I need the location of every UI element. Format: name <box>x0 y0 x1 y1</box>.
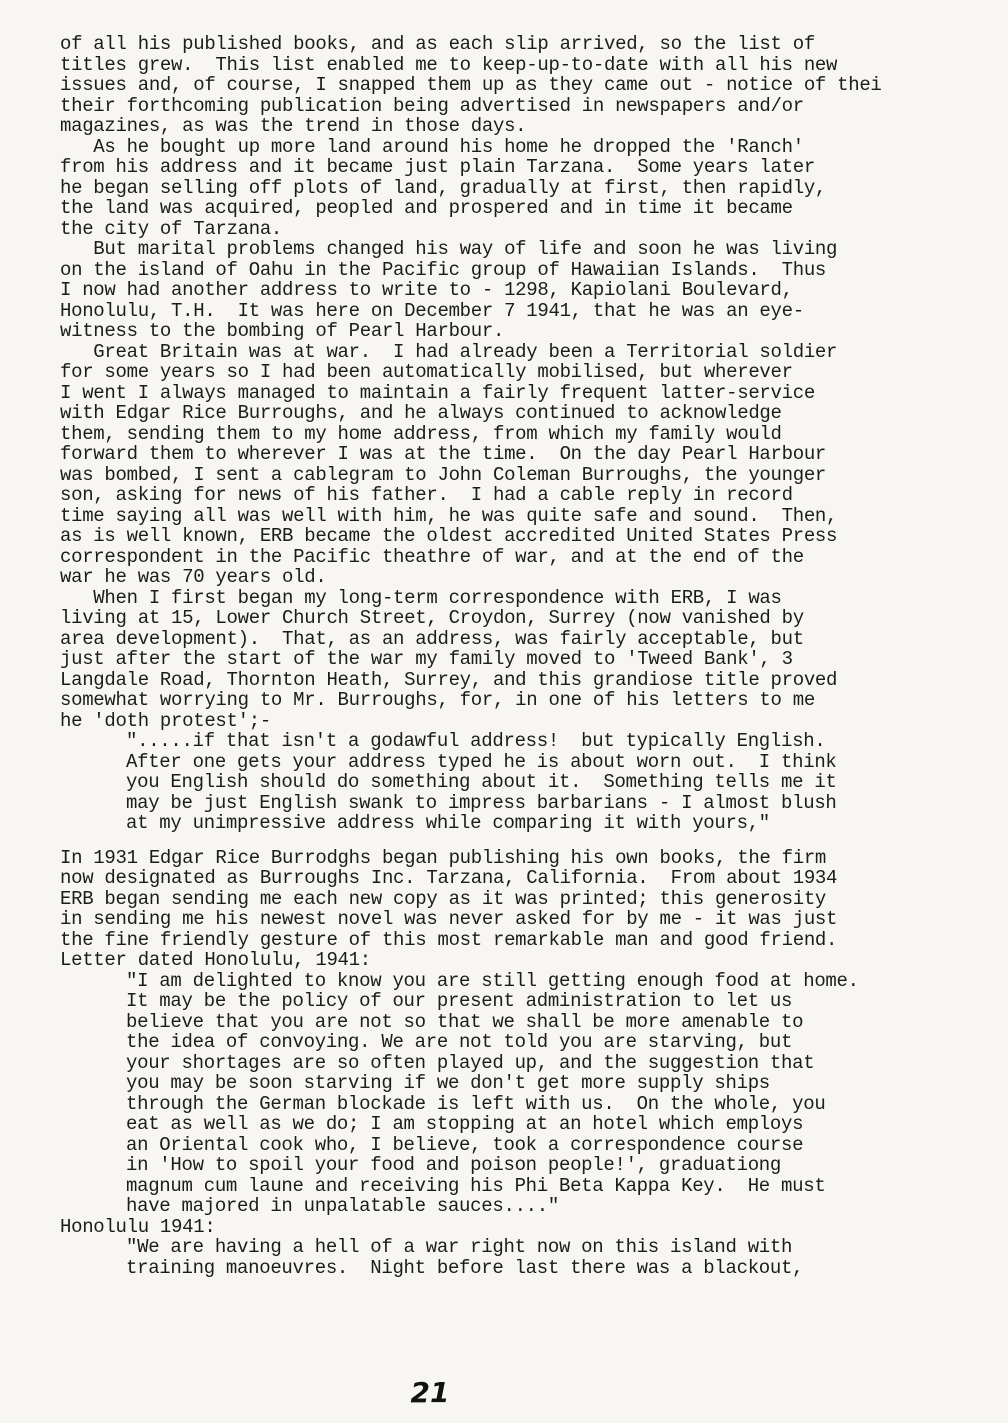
text-line: their forthcoming publication being advertised in newspapers and/or <box>60 94 804 117</box>
quote-line: you English should do something about it. Something tells me it <box>126 771 837 793</box>
quote-line: training manoeuvres. Night before last there was a blackout, <box>126 1256 804 1279</box>
spacer <box>60 834 960 848</box>
quote-block-3 <box>60 1237 960 1278</box>
quote-line: your shortages are so often played up, and the suggestion that <box>126 1051 815 1074</box>
text-line: I now had another address to write to - 1298, Kapiolani Boulevard, <box>60 279 793 301</box>
text-line: Honolulu 1941: <box>60 1215 216 1238</box>
quote-line: magnum cum laune and receiving his Phi Beta Kappa Key. He must <box>126 1174 826 1197</box>
quote-line: the idea of convoying. We are not told you are starving, but <box>126 1031 793 1053</box>
text-line: Letter dated Honolulu, 1941: <box>60 949 371 971</box>
text-line: forward them to wherever I was at the time. On the day Pearl Harbour <box>60 443 827 465</box>
text-line: of all his published books, and as each slip arrived, so the list of <box>60 33 815 55</box>
text-line: When I first began my long-term correspondence with ERB, I was <box>60 586 782 609</box>
page-number: 21 <box>410 1376 450 1409</box>
text-line: titles grew. This list enabled me to keep-up-to-date with all his new <box>60 53 838 76</box>
text-line: the city of Tarzana. <box>60 217 283 240</box>
quote-line: may be just English swank to impress barbarians - I almost blush <box>126 791 837 814</box>
text-line: Honolulu, T.H. It was here on December 7 1941, that he was an eye- <box>60 299 804 322</box>
quote-line: "We are having a hell of a war right now on this island with <box>126 1236 793 1258</box>
paragraph-block-1 <box>60 34 960 731</box>
text-line: he 'doth protest';- <box>60 709 271 732</box>
text-line: As he bought up more land around his home he dropped the 'Ranch' <box>60 135 804 158</box>
quote-line: believe that you are not so that we shall be more amenable to <box>126 1010 804 1033</box>
text-line: In 1931 Edgar Rice Burrodghs began publishing his own books, the firm <box>60 846 827 869</box>
document-page <box>60 34 960 1278</box>
text-line: magazines, as was the trend in those days. <box>60 115 527 137</box>
text-line: he began selling off plots of land, gradually at first, then rapidly, <box>60 176 827 199</box>
quote-line: through the German blockade is left with us. On the whole, you <box>126 1092 826 1115</box>
text-line: somewhat worrying to Mr. Burroughs, for, in one of his letters to me <box>60 689 815 711</box>
quote-line: After one gets your address typed he is about worn out. I think <box>126 750 837 773</box>
text-line: I went I always managed to maintain a fairly frequent latter-service <box>60 381 815 404</box>
text-line: But marital problems changed his way of life and soon he was living <box>60 238 838 260</box>
text-line: just after the start of the war my family moved to 'Tweed Bank', 3 <box>60 648 793 670</box>
text-line: them, sending them to my home address, from which my family would <box>60 422 782 445</box>
text-line: Langdale Road, Thornton Heath, Surrey, and this grandiose title proved <box>60 668 838 691</box>
paragraph-block-2 <box>60 848 960 971</box>
text-line: in sending me his newest novel was never asked for by me - it was just <box>60 908 838 930</box>
text-line: area development). That, as an address, was fairly acceptable, but <box>60 627 804 650</box>
text-line: correspondent in the Pacific theathre of war, and at the end of the <box>60 545 804 568</box>
text-line: for some years so I had been automatically mobilised, but wherever <box>60 361 793 383</box>
text-line: time saying all was well with him, he was quite safe and sound. Then, <box>60 504 838 527</box>
text-line: the fine friendly gesture of this most remarkable man and good friend. <box>60 928 838 951</box>
text-line: now designated as Burroughs Inc. Tarzana, California. From about 1934 <box>60 867 838 889</box>
paragraph-block-3 <box>60 1217 960 1238</box>
quote-line: in 'How to spoil your food and poison people!', graduationg <box>126 1154 782 1176</box>
text-line: living at 15, Lower Church Street, Croydon, Surrey (now vanished by <box>60 607 804 629</box>
quote-line: eat as well as we do; I am stopping at an hotel which employs <box>126 1113 804 1135</box>
text-line: ERB began sending me each new copy as it was printed; this generosity <box>60 887 827 910</box>
text-line: son, asking for news of his father. I had a cable reply in record <box>60 484 793 506</box>
quote-block-2 <box>60 971 960 1217</box>
text-line: Great Britain was at war. I had already been a Territorial soldier <box>60 340 838 363</box>
text-line: the land was acquired, peopled and prospered and in time it became <box>60 197 793 219</box>
quote-line: at my unimpressive address while comparing it with yours," <box>126 812 770 834</box>
quote-line: you may be soon starving if we don't get more supply ships <box>126 1072 770 1094</box>
quote-line: have majored in unpalatable sauces...." <box>126 1195 559 1217</box>
text-line: witness to the bombing of Pearl Harbour. <box>60 320 505 342</box>
text-line: with Edgar Rice Burroughs, and he always continued to acknowledge <box>60 402 782 424</box>
text-line: on the island of Oahu in the Pacific group of Hawaiian Islands. Thus <box>60 258 827 281</box>
text-line: was bombed, I sent a cablegram to John Coleman Burroughs, the younger <box>60 463 827 486</box>
text-line: as is well known, ERB became the oldest accredited United States Press <box>60 525 838 547</box>
quote-line: ".....if that isn't a godawful address! but typically English. <box>126 730 826 752</box>
quote-line: an Oriental cook who, I believe, took a correspondence course <box>126 1133 804 1156</box>
quote-line: It may be the policy of our present administration to let us <box>126 990 793 1012</box>
text-line: from his address and it became just plain Tarzana. Some years later <box>60 156 815 178</box>
quote-line: "I am delighted to know you are still getting enough food at home. <box>126 969 859 992</box>
quote-block-1 <box>60 731 960 834</box>
text-line: issues and, of course, I snapped them up as they came out - notice of thei <box>60 74 882 96</box>
text-line: war he was 70 years old. <box>60 566 327 588</box>
